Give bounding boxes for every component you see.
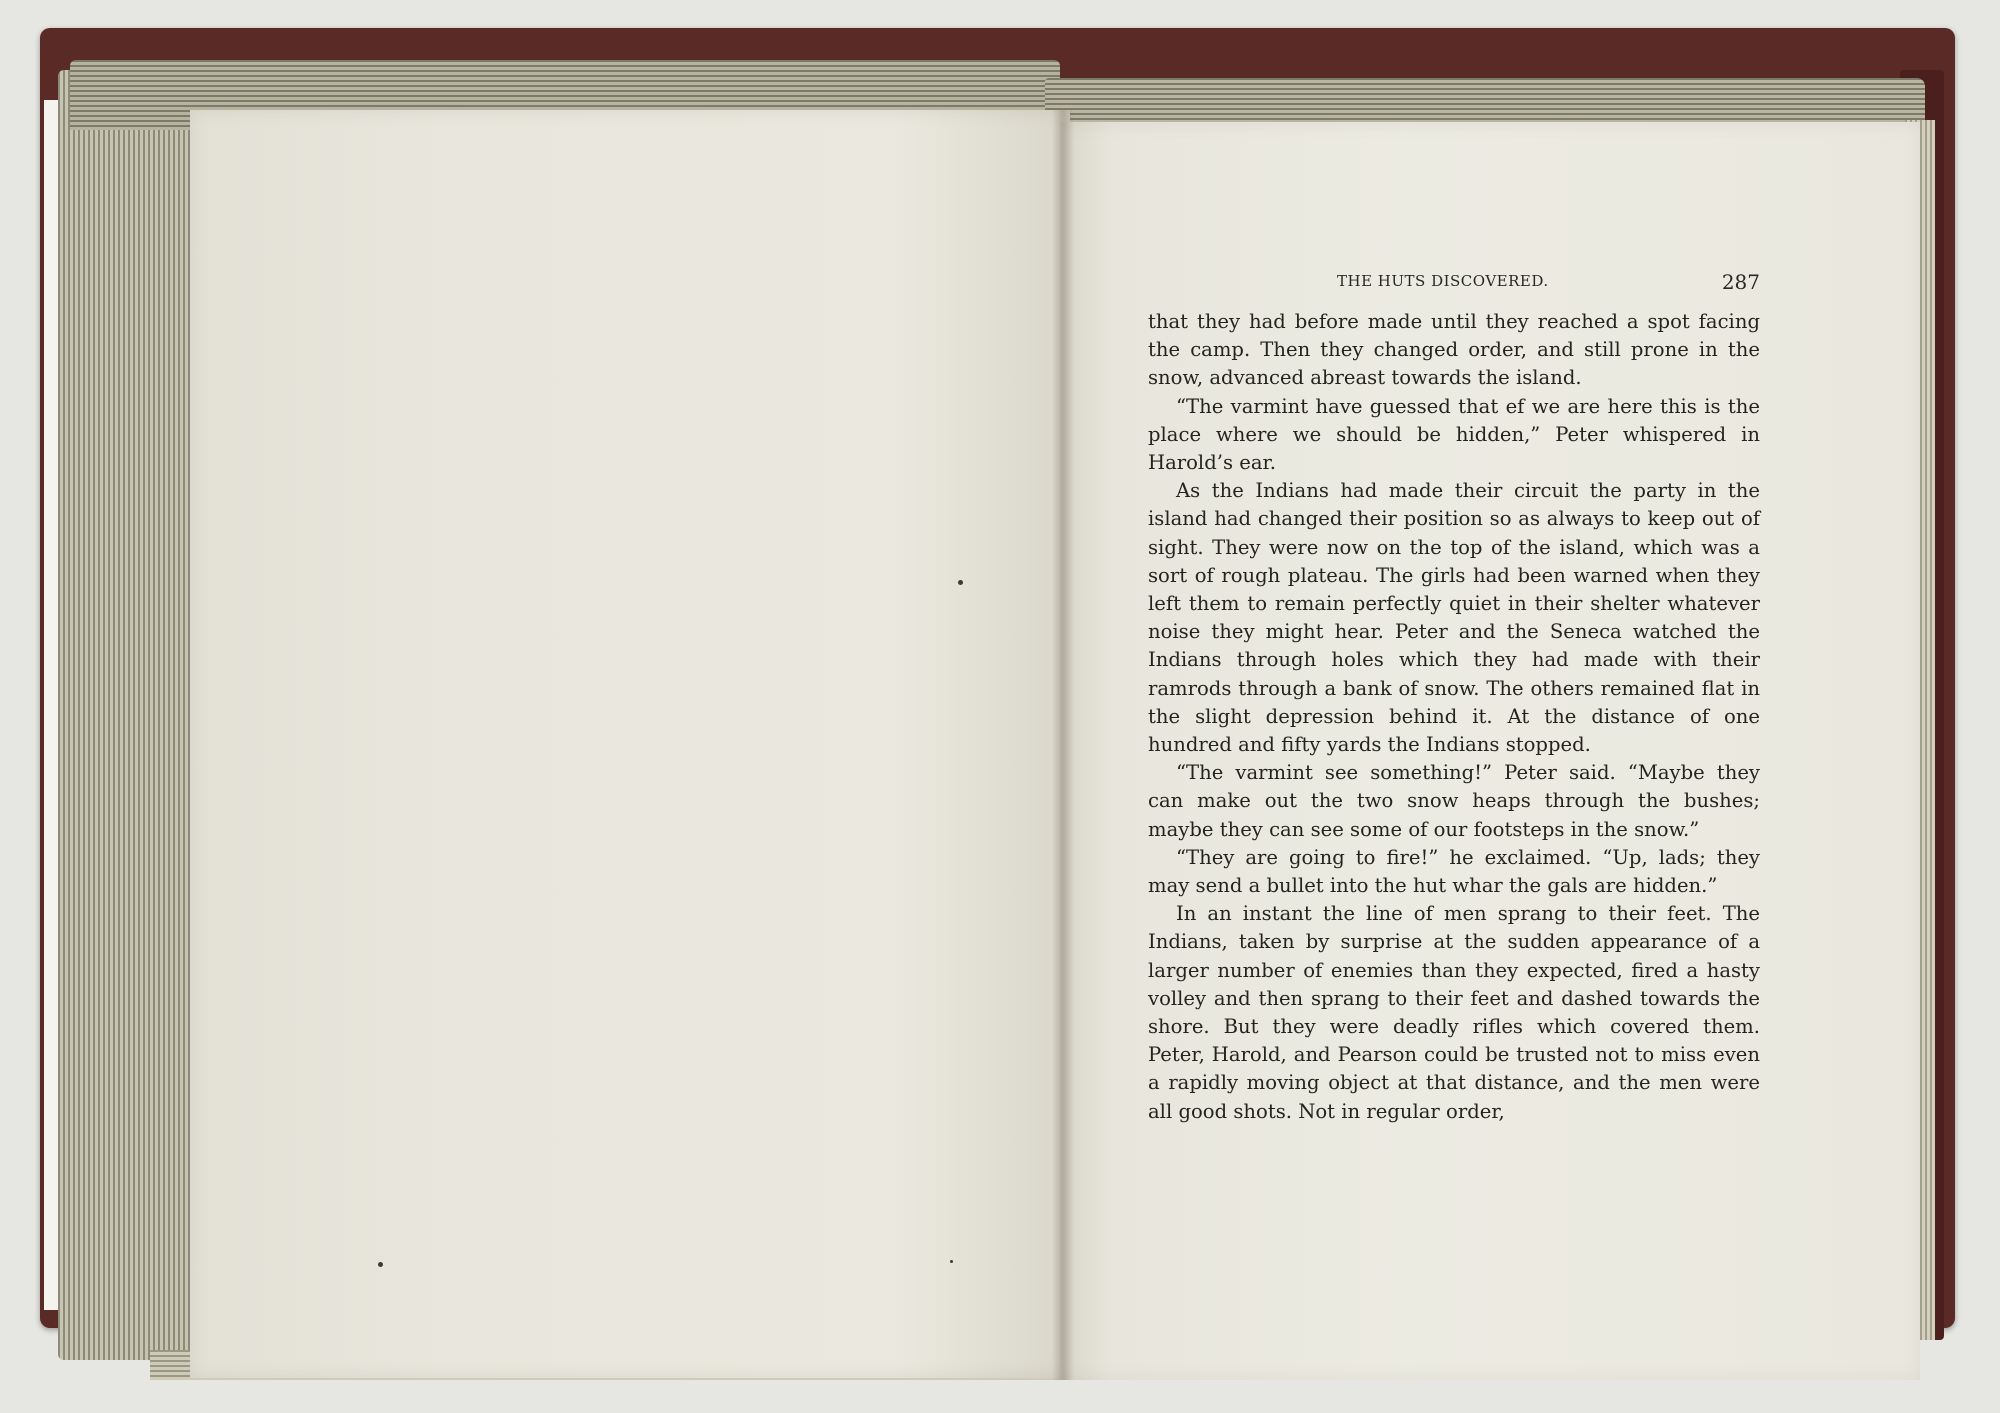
paragraph: “They are going to fire!” he exclaimed. “Up, lads; they may send a bullet into the hut whar the gals are hidden.” bbox=[1148, 845, 1760, 898]
paragraph: “The varmint have guessed that ef we are here this is the place where we should be hidden,” Peter whispered in Harold’s ear. bbox=[1148, 394, 1760, 475]
book-gutter bbox=[1052, 110, 1074, 1380]
paragraph: As the Indians had made their circuit the party in the island had changed their position so as always to keep out of sight. They were now on the top of the island, which was a sort of rough plateau. The girls had been warned when they left them to remain perfectly quiet in their shelter whatever noise they might hear. Peter and the Seneca watched the Indians through holes which they had made with their ramrods through a bank of snow. The others remained flat in the slight depression behind it. At the distance of one hundred and fifty yards the Indians stopped. bbox=[1148, 479, 1760, 757]
page-number: 287 bbox=[1721, 270, 1760, 294]
body-text bbox=[1148, 308, 1760, 1126]
paper-speck bbox=[950, 1260, 953, 1263]
running-head bbox=[1152, 270, 1760, 300]
left-page-blank bbox=[190, 110, 1070, 1378]
paragraph: that they had before made until they reached a spot facing the camp. Then they changed order, and still prone in the snow, advanced abreast towards the island. bbox=[1148, 310, 1760, 390]
chapter-running-title: THE HUTS DISCOVERED. bbox=[1337, 272, 1549, 290]
paragraph: “The varmint see something!” Peter said. “Maybe they can make out the two snow heaps through the bushes; maybe they can see some of our footsteps in the snow.” bbox=[1148, 761, 1760, 841]
paper-speck bbox=[378, 1262, 383, 1267]
paragraph: In an instant the line of men sprang to their feet. The Indians, taken by surprise at the sudden appearance of a larger number of enemies than they expected, fired a hasty volley and then sprang to their feet and dashed towards the shore. But they were deadly rifles which covered them. Peter, Harold, and Pearson could be trusted not to miss even a rapidly moving object at that distance, and the men were all good shots. Not in regular order, bbox=[1148, 902, 1760, 1123]
paper-speck bbox=[958, 580, 963, 585]
